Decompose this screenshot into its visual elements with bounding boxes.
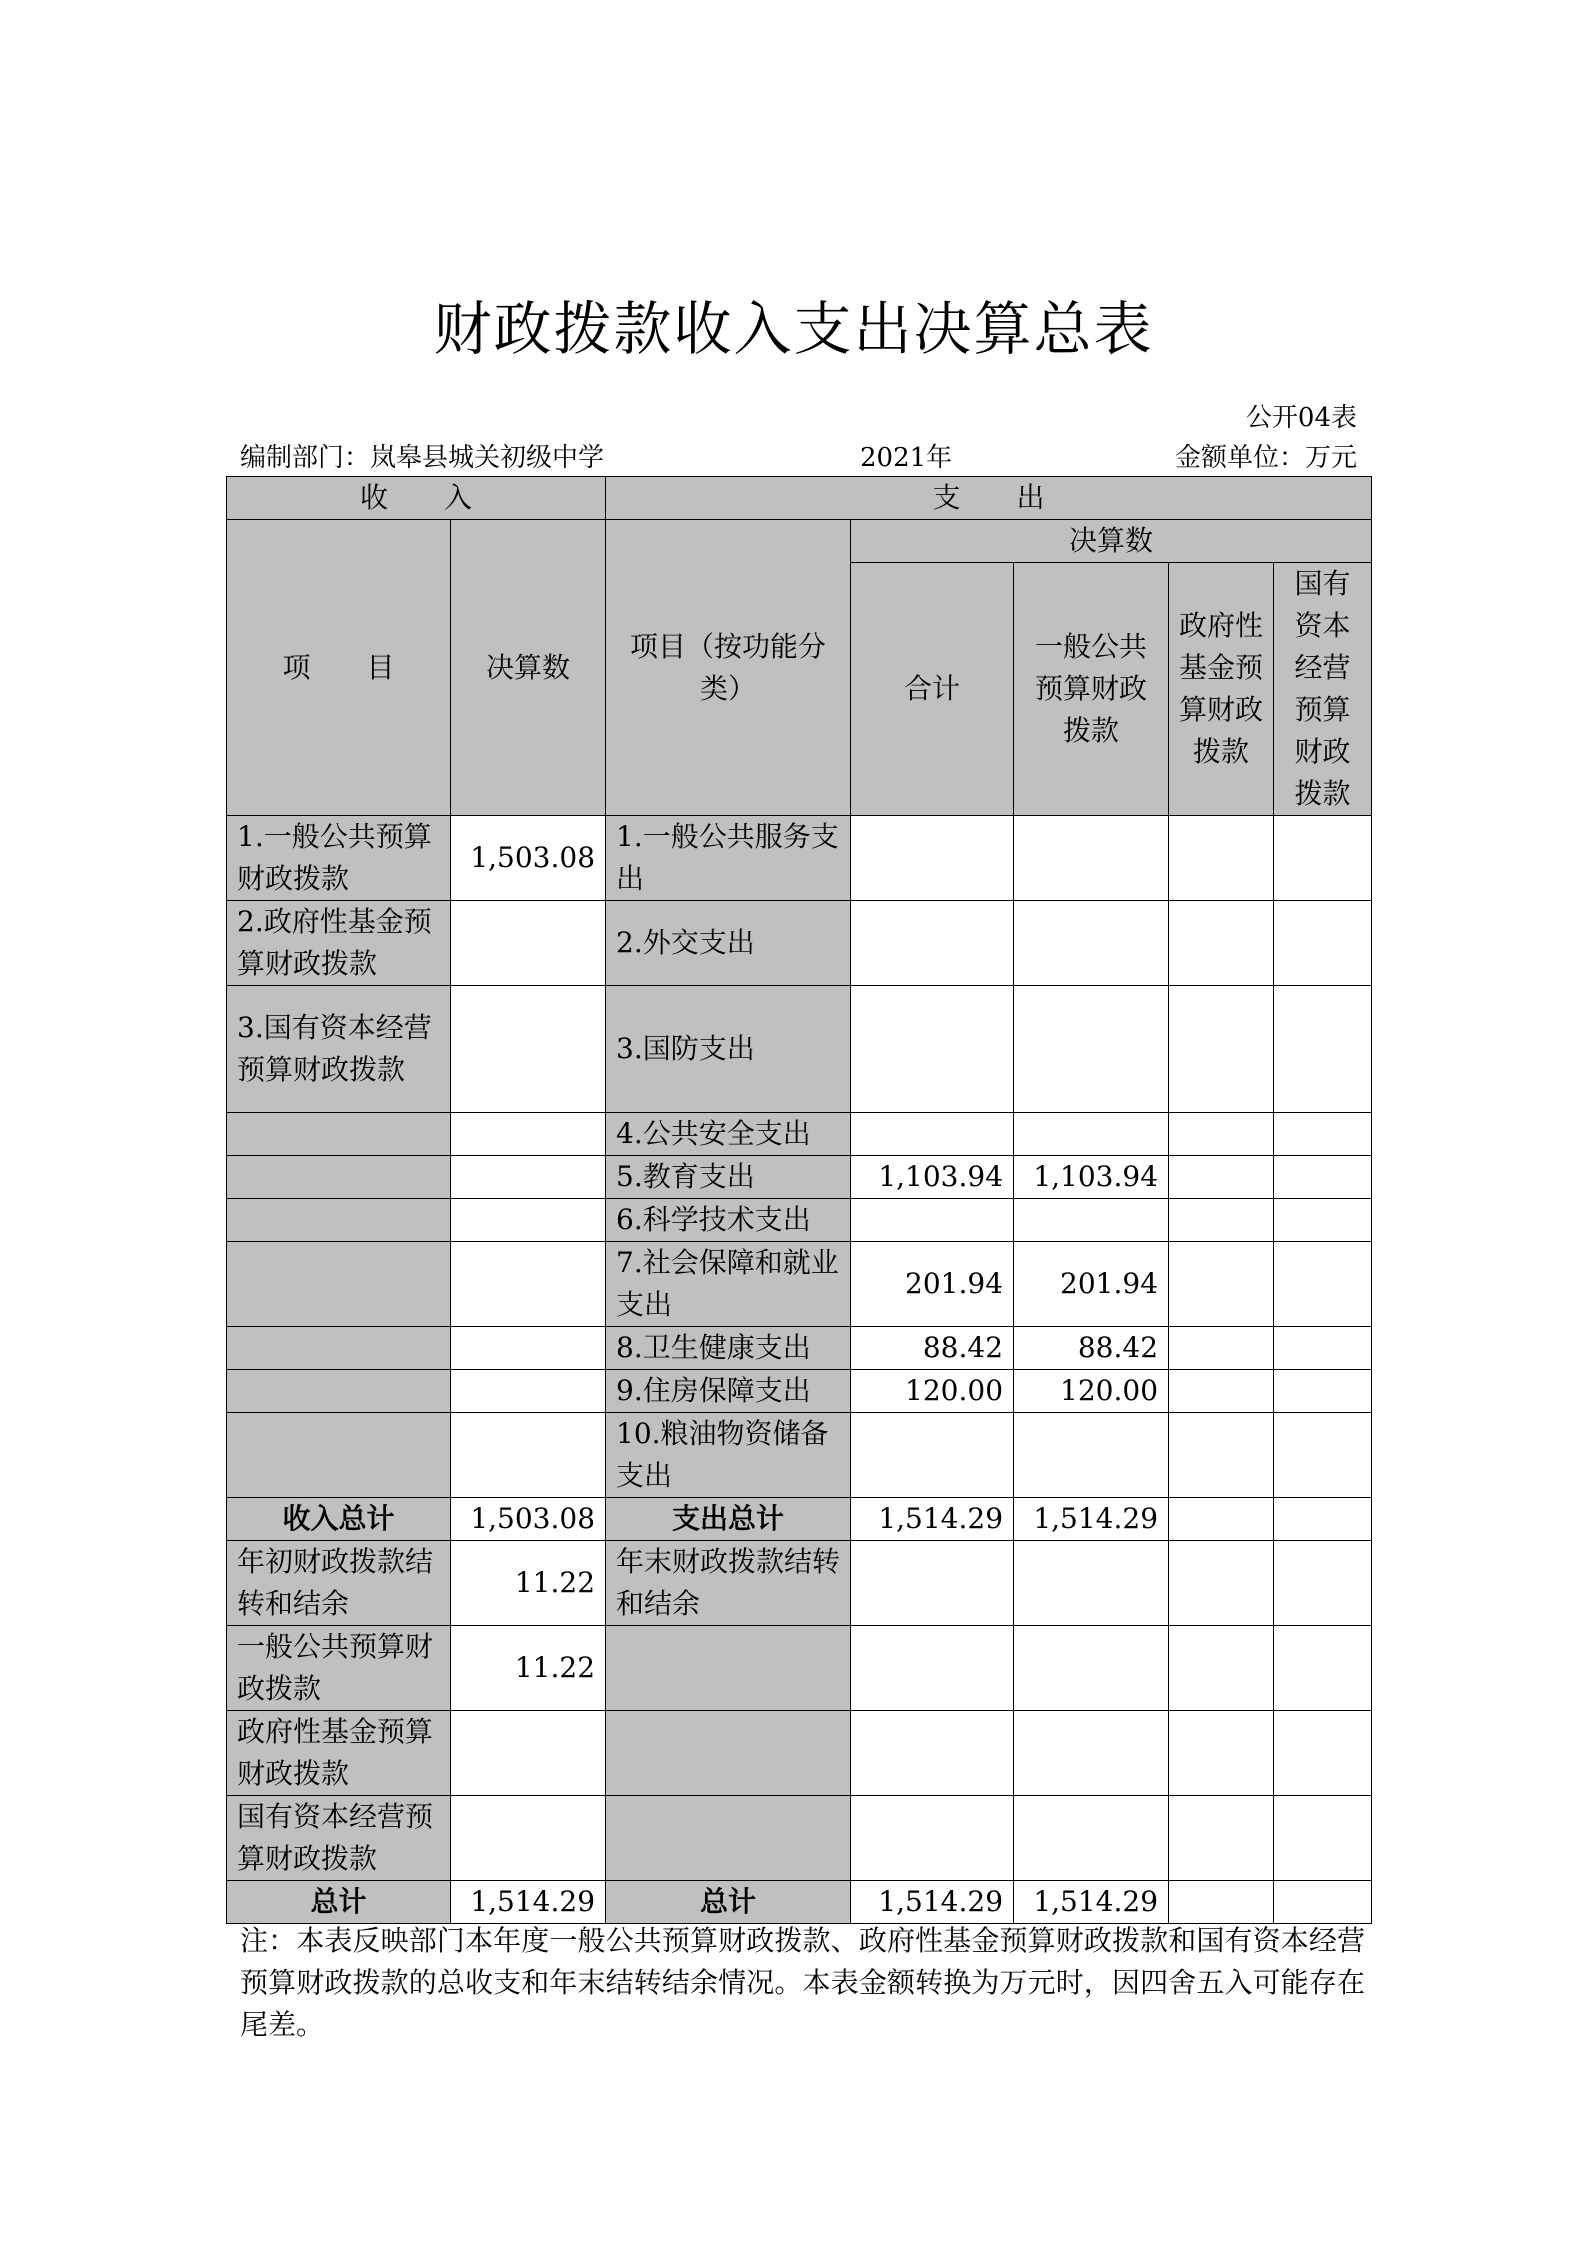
- expense-state-capital: [1274, 1199, 1372, 1242]
- expense-general: [1014, 901, 1169, 986]
- income-amount: [451, 1113, 606, 1156]
- expense-gov-fund: [1169, 1242, 1274, 1327]
- table-row: [227, 1199, 1372, 1242]
- total-header: 合计: [851, 563, 1014, 816]
- expense-total: [851, 1113, 1014, 1156]
- expense-general: [1014, 1413, 1169, 1498]
- carry-total: [851, 1711, 1014, 1796]
- expense-grand-total-label: 总计: [606, 1881, 851, 1924]
- carry-general: [1014, 1796, 1169, 1881]
- table-row: [227, 986, 1372, 1113]
- income-item-header: 项 目: [227, 520, 451, 816]
- carry-gov-fund: [1169, 1626, 1274, 1711]
- carry-row: [227, 1796, 1372, 1881]
- expense-item-header: 项目（按功能分类）: [606, 520, 851, 816]
- carry-income-item: 年初财政拨款结转和结余: [227, 1541, 451, 1626]
- carry-income-amount: 11.22: [451, 1626, 606, 1711]
- carry-income-amount: 11.22: [451, 1541, 606, 1626]
- income-subtotal-label: 收入总计: [227, 1498, 451, 1541]
- expense-total: 120.00: [851, 1370, 1014, 1413]
- expense-general: [1014, 816, 1169, 901]
- expense-general: 201.94: [1014, 1242, 1169, 1327]
- carry-general: [1014, 1711, 1169, 1796]
- table-row: [227, 1413, 1372, 1498]
- carry-general: [1014, 1541, 1169, 1626]
- expense-general: [1014, 986, 1169, 1113]
- income-item: [227, 1327, 451, 1370]
- form-code: 公开04表: [1245, 403, 1357, 433]
- income-amount: [451, 986, 606, 1113]
- expense-gov-fund: [1169, 1370, 1274, 1413]
- carry-gov-fund: [1169, 1796, 1274, 1881]
- income-subtotal-amount: 1,503.08: [451, 1498, 606, 1541]
- income-item: [227, 1156, 451, 1199]
- table-row: [227, 1113, 1372, 1156]
- income-amount: [451, 1327, 606, 1370]
- carry-gov-fund: [1169, 1711, 1274, 1796]
- income-grand-total-amount: 1,514.29: [451, 1881, 606, 1924]
- year-label: 2021年: [860, 443, 953, 473]
- expense-header: 支 出: [606, 477, 1372, 520]
- expense-item: 2.外交支出: [606, 901, 851, 986]
- expense-item: 6.科学技术支出: [606, 1199, 851, 1242]
- expense-state-capital: [1274, 1327, 1372, 1370]
- expense-total: [851, 901, 1014, 986]
- expense-item: 1.一般公共服务支出: [606, 816, 851, 901]
- expense-grand-total: 1,514.29: [851, 1881, 1014, 1924]
- carry-expense-item: [606, 1711, 851, 1796]
- table-row: [227, 1242, 1372, 1327]
- income-grand-total-label: 总计: [227, 1881, 451, 1924]
- income-amount-header: 决算数: [451, 520, 606, 816]
- expense-state-capital: [1274, 1242, 1372, 1327]
- expense-total: 201.94: [851, 1242, 1014, 1327]
- expense-gov-fund: [1169, 1156, 1274, 1199]
- page-title: 财政拨款收入支出决算总表: [433, 295, 1154, 363]
- income-amount: [451, 1242, 606, 1327]
- carry-income-item: 政府性基金预算财政拨款: [227, 1711, 451, 1796]
- expense-total: [851, 1199, 1014, 1242]
- income-item: 2.政府性基金预算财政拨款: [227, 901, 451, 986]
- footnote: 注：本表反映部门本年度一般公共预算财政拨款、政府性基金预算财政拨款和国有资本经营预算财政拨款的总收支和年末结转结余情况。本表金额转换为万元时，因四舍五入可能存在尾差。: [240, 1924, 1365, 2041]
- income-item: 1.一般公共预算财政拨款: [227, 816, 451, 901]
- expense-grand-total-general: 1,514.29: [1014, 1881, 1169, 1924]
- expense-state-capital: [1274, 1370, 1372, 1413]
- expense-item: 3.国防支出: [606, 986, 851, 1113]
- expense-item: 8.卫生健康支出: [606, 1327, 851, 1370]
- expense-subtotal-label: 支出总计: [606, 1498, 851, 1541]
- expense-general: 1,103.94: [1014, 1156, 1169, 1199]
- table-row: [227, 1327, 1372, 1370]
- carry-income-item: 一般公共预算财政拨款: [227, 1626, 451, 1711]
- expense-subtotal-general: 1,514.29: [1014, 1498, 1169, 1541]
- expense-total: [851, 816, 1014, 901]
- state-capital-header: 国有资本经营预算财政拨款: [1274, 563, 1372, 816]
- income-amount: [451, 1370, 606, 1413]
- income-header: 收 入: [227, 477, 606, 520]
- table-row: [227, 1370, 1372, 1413]
- carry-income-amount: [451, 1711, 606, 1796]
- expense-grand-total-state-capital: [1274, 1881, 1372, 1924]
- carry-gov-fund: [1169, 1541, 1274, 1626]
- expense-subtotal-total: 1,514.29: [851, 1498, 1014, 1541]
- expense-general: 88.42: [1014, 1327, 1169, 1370]
- subtotal-row: [227, 1498, 1372, 1541]
- table-row: [227, 1156, 1372, 1199]
- expense-state-capital: [1274, 986, 1372, 1113]
- income-item: 3.国有资本经营预算财政拨款: [227, 986, 451, 1113]
- carry-income-item: 国有资本经营预算财政拨款: [227, 1796, 451, 1881]
- carry-total: [851, 1796, 1014, 1881]
- expense-total: 1,103.94: [851, 1156, 1014, 1199]
- expense-total: [851, 1413, 1014, 1498]
- expense-item: 7.社会保障和就业支出: [606, 1242, 851, 1327]
- gov-fund-header: 政府性基金预算财政拨款: [1169, 563, 1274, 816]
- carry-state-capital: [1274, 1711, 1372, 1796]
- expense-item: 9.住房保障支出: [606, 1370, 851, 1413]
- expense-state-capital: [1274, 816, 1372, 901]
- carry-general: [1014, 1626, 1169, 1711]
- income-amount: [451, 1413, 606, 1498]
- carry-row: [227, 1711, 1372, 1796]
- income-item: [227, 1199, 451, 1242]
- carry-expense-item: 年末财政拨款结转和结余: [606, 1541, 851, 1626]
- expense-gov-fund: [1169, 1113, 1274, 1156]
- expense-general: [1014, 1113, 1169, 1156]
- carry-expense-item: [606, 1626, 851, 1711]
- expense-subtotal-state-capital: [1274, 1498, 1372, 1541]
- expense-total: [851, 986, 1014, 1113]
- expense-state-capital: [1274, 1413, 1372, 1498]
- expense-general: 120.00: [1014, 1370, 1169, 1413]
- table-row: [227, 901, 1372, 986]
- carry-state-capital: [1274, 1626, 1372, 1711]
- expense-total: 88.42: [851, 1327, 1014, 1370]
- carry-row: [227, 1626, 1372, 1711]
- expense-gov-fund: [1169, 986, 1274, 1113]
- expense-gov-fund: [1169, 816, 1274, 901]
- expense-gov-fund: [1169, 901, 1274, 986]
- income-item: [227, 1242, 451, 1327]
- grand-total-row: [227, 1881, 1372, 1924]
- unit-label: 金额单位：万元: [1174, 443, 1357, 473]
- income-amount: [451, 901, 606, 986]
- carry-expense-item: [606, 1796, 851, 1881]
- expense-item: 5.教育支出: [606, 1156, 851, 1199]
- income-amount: [451, 1156, 606, 1199]
- expense-gov-fund: [1169, 1327, 1274, 1370]
- expense-general: [1014, 1199, 1169, 1242]
- expense-state-capital: [1274, 1113, 1372, 1156]
- carry-total: [851, 1626, 1014, 1711]
- expense-item: 10.粮油物资储备支出: [606, 1413, 851, 1498]
- carry-state-capital: [1274, 1541, 1372, 1626]
- expense-subtotal-gov-fund: [1169, 1498, 1274, 1541]
- carry-state-capital: [1274, 1796, 1372, 1881]
- income-item: [227, 1113, 451, 1156]
- expense-state-capital: [1274, 1156, 1372, 1199]
- income-amount: [451, 1199, 606, 1242]
- carry-income-amount: [451, 1796, 606, 1881]
- expense-grand-total-gov-fund: [1169, 1881, 1274, 1924]
- expense-item: 4.公共安全支出: [606, 1113, 851, 1156]
- expense-gov-fund: [1169, 1413, 1274, 1498]
- expense-state-capital: [1274, 901, 1372, 986]
- juesuanshu-group-header: 决算数: [851, 520, 1372, 563]
- budget-table: [226, 476, 1372, 1924]
- table-row: [227, 816, 1372, 901]
- department-label: 编制部门：岚皋县城关初级中学: [240, 443, 605, 473]
- carry-row: [227, 1541, 1372, 1626]
- general-header: 一般公共预算财政拨款: [1014, 563, 1169, 816]
- income-item: [227, 1413, 451, 1498]
- income-amount: 1,503.08: [451, 816, 606, 901]
- income-item: [227, 1370, 451, 1413]
- expense-gov-fund: [1169, 1199, 1274, 1242]
- carry-total: [851, 1541, 1014, 1626]
